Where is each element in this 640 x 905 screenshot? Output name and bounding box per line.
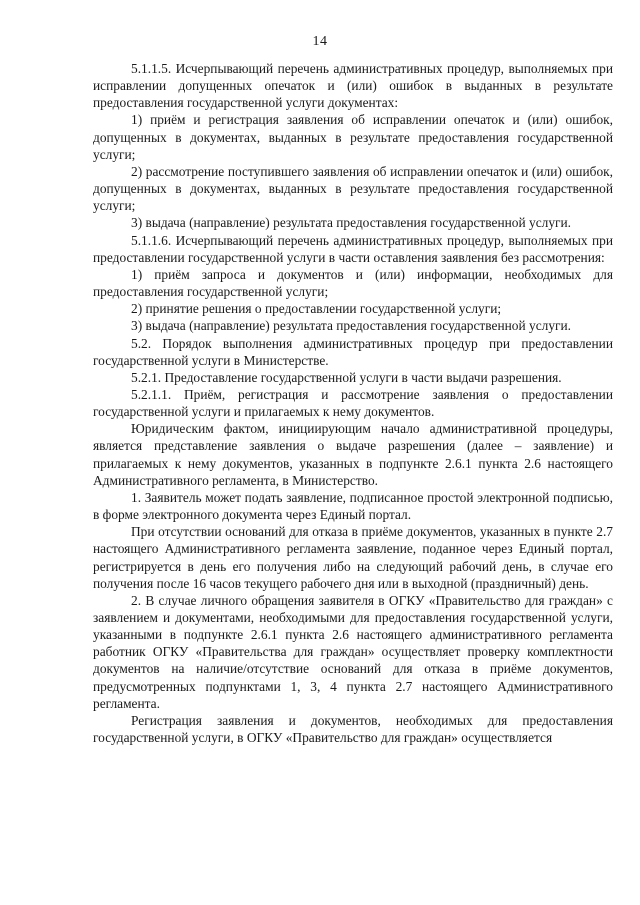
paragraph-legal-fact: Юридическим фактом, инициирующим начало административной процедуры, является представление заявления о выдаче разрешения (далее – заявление) и прилагаемых к нему документов, указанных в подпункте 2.6.1 пункта 2.6 настоящего Административного регламента, в Министерство. [93,421,613,488]
paragraph-registration-portal: При отсутствии оснований для отказа в приёме документов, указанных в пункте 2.7 настоящего Административного регламента заявление, поданное через Единый портал, регистрируется в день его получения либо на следующий рабочий день, в случае его получения после 16 часов текущего рабочего дня или в выходной (праздничный) день. [93,524,613,591]
section-heading-5-2: 5.2. Порядок выполнения административных процедур при предоставлении государственной услуги в Министерстве. [93,335,613,368]
section-heading-5-2-1: 5.2.1. Предоставление государственной услуги в части выдачи разрешения. [131,369,562,385]
paragraph-item-2: 2. В случае личного обращения заявителя в ОГКУ «Правительство для граждан» с заявлением и документами, необходимыми для предоставления государственной услуги, указанными в подпункте 2.6.1 пункта 2.6 настоящего административного регламента работник ОГКУ «Правительства для граждан» осуществляет проверку комплектности документов на наличие/отсутствие оснований для отказа в приёме документов, предусмотренных подпунктами 1, 3, 4 пункта 2.7 настоящего Административного регламента. [93,592,613,711]
paragraph-5-1-1-5: 5.1.1.5. Исчерпывающий перечень административных процедур, выполняемых при исправлении допущенных опечаток и (или) ошибок в выданных в результате предоставления государственной услуги документах: [93,61,613,111]
page-number: 14 [312,34,328,49]
paragraph-registration-ogku: Регистрация заявления и документов, необходимых для предоставления государственной услуги, в ОГКУ «Правительство для граждан» осуществляется [93,712,613,746]
list-item-review-application: 2) рассмотрение поступившего заявления об исправлении опечаток и (или) ошибок, допущенных в документах, выданных в результате предоставления государственной услуги; [93,163,613,214]
document-body [93,60,613,746]
list-item-receipt-registration: 1) приём и регистрация заявления об исправлении опечаток и (или) ошибок, допущенных в документах, выданных в результате предоставления государственной услуги; [93,112,613,162]
list-item-receive-request: 1) приём запроса и документов и (или) информации, необходимых для предоставления государственной услуги; [93,266,613,300]
list-item-issue-result-2: 3) выдача (направление) результата предоставления государственной услуги. [131,318,572,334]
paragraph-5-1-1-6: 5.1.1.6. Исчерпывающий перечень административных процедур, выполняемых при предоставлении государственной услуги в части оставления заявления без рассмотрения: [93,232,613,265]
paragraph-5-2-1-1: 5.2.1.1. Приём, регистрация и рассмотрение заявления о предоставлении государственной услуги и прилагаемых к нему документов. [93,386,613,420]
paragraph-item-1: 1. Заявитель может подать заявление, подписанное простой электронной подписью, в форме электронного документа через Единый портал. [93,489,613,523]
list-item-issue-result: 3) выдача (направление) результата предоставления государственной услуги. [131,215,572,231]
list-item-decision: 2) принятие решения о предоставлении государственной услуги; [131,301,502,317]
